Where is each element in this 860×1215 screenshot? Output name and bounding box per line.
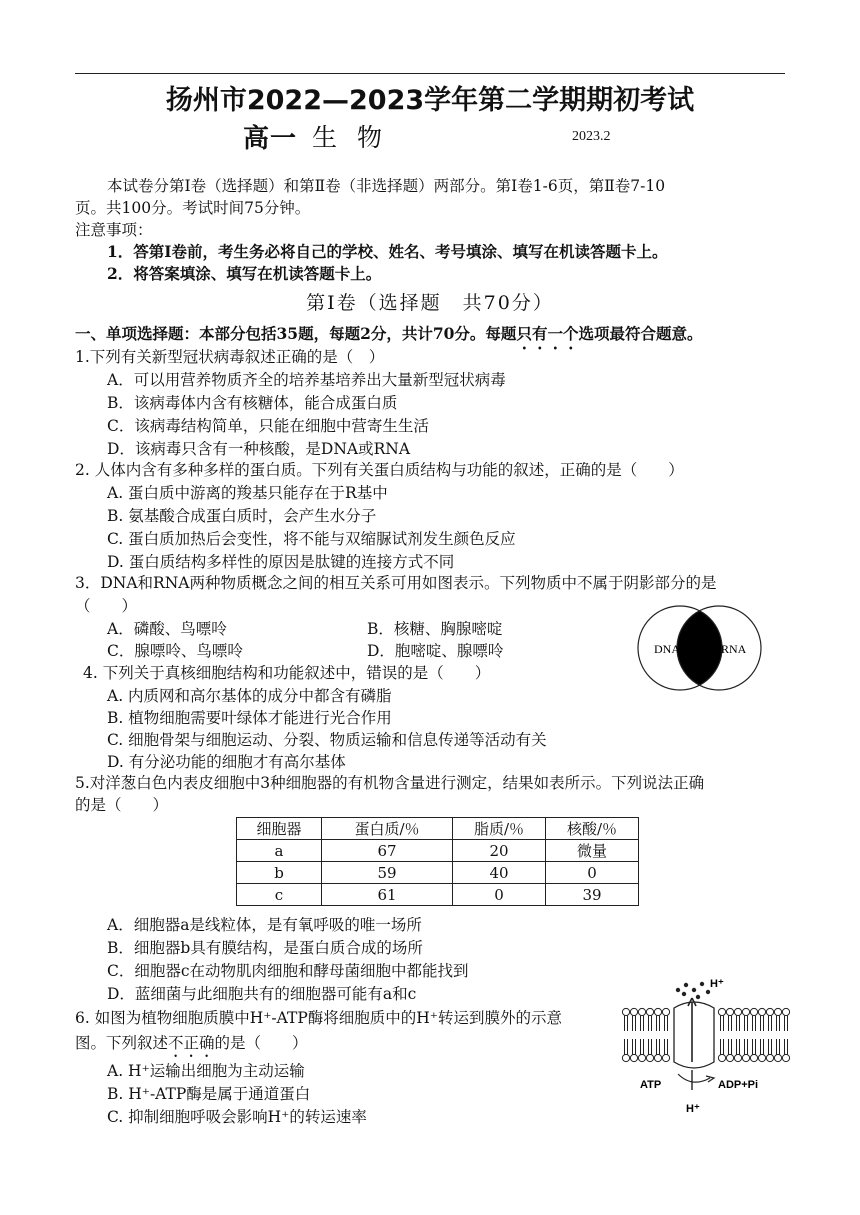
intro-line-1: 本试卷分第Ⅰ卷（选择题）和第Ⅱ卷（非选择题）两部分。第Ⅰ卷1-6页，第Ⅱ卷7-10 [107, 177, 666, 195]
organelle-table [236, 817, 639, 906]
lipid-tail [657, 1039, 660, 1054]
lipid-tail [633, 1016, 636, 1031]
q3-option-a: A．磷酸、鸟嘌呤 [107, 620, 227, 638]
lipid-tail [737, 1016, 740, 1031]
intro-line-2: 页。共100分。考试时间75分钟。 [75, 199, 311, 217]
table-row [237, 884, 639, 906]
subject-label: 生 物 [312, 123, 388, 152]
q5-stem-paren: 的是（ ） [75, 796, 169, 814]
q1-option-c: C．该病毒结构简单，只能在细胞中营寄生生活 [107, 417, 429, 435]
exam-date: 2023.2 [572, 129, 611, 144]
lipid-head [742, 1054, 749, 1061]
notice-1: 1．答第Ⅰ卷前，考生务必将自己的学校、姓名、考号填涂、填写在机读答题卡上。 [107, 242, 668, 261]
q2-option-d: D. 蛋白质结构多样性的原因是肽键的连接方式不同 [107, 553, 455, 571]
lipid-head [718, 1054, 725, 1061]
lipid-head [758, 1008, 765, 1015]
table-header: 蛋白质/％ [322, 818, 453, 840]
table-cell: 39 [546, 884, 639, 906]
q2-option-a: A. 蛋白质中游离的羧基只能存在于R基中 [107, 484, 388, 502]
lipid-head [742, 1008, 749, 1015]
h-plus-bottom-label: H⁺ [686, 1103, 700, 1115]
lipid-tail [737, 1039, 740, 1054]
venn-rna-label: RNA [721, 642, 747, 656]
lipid-tail [785, 1016, 788, 1031]
q5-option-c: C．细胞器c在动物肌肉细胞和酵母菌细胞中都能找到 [107, 962, 469, 980]
grade-label: 高一 [243, 124, 298, 154]
table-cell: 0 [453, 884, 546, 906]
lipid-tail [745, 1039, 748, 1054]
table-row [237, 840, 639, 862]
lipid-tail [665, 1016, 668, 1031]
lipid-head [734, 1008, 741, 1015]
q4-stem: 4. 下列关于真核细胞结构和功能叙述中，错误的是（ ） [83, 664, 491, 682]
table-cell: 61 [322, 884, 453, 906]
table-cell: 59 [322, 862, 453, 884]
lipid-head [750, 1008, 757, 1015]
lipid-head [758, 1054, 765, 1061]
q2-option-c: C. 蛋白质加热后会变性，将不能与双缩脲试剂发生颜色反应 [107, 530, 516, 548]
q1-option-d: D．该病毒只含有一种核酸，是DNA或RNA [107, 440, 411, 458]
q6-option-a: A. H⁺运输出细胞为主动运输 [107, 1062, 305, 1080]
q4-option-a: A. 内质网和高尔基体的成分中都含有磷脂 [107, 687, 392, 705]
lipid-head [622, 1054, 629, 1061]
table-cell: 微量 [546, 840, 639, 862]
q1-stem: 1.下列有关新型冠状病毒叙述正确的是（ ） [75, 348, 385, 366]
q5-option-d: D．蓝细菌与此细胞共有的细胞器可能有a和c [107, 985, 417, 1003]
lipid-tail [625, 1016, 628, 1031]
lipid-head [638, 1054, 645, 1061]
table-cell: 40 [453, 862, 546, 884]
q2-option-b: B. 氨基酸合成蛋白质时，会产生水分子 [107, 507, 377, 525]
lipid-head [774, 1054, 781, 1061]
lipid-tail [777, 1016, 780, 1031]
q6-stem-2: 图。下列叙述不正确的是（ ） [75, 1034, 308, 1052]
lipid-head [654, 1008, 661, 1015]
lipid-tail [753, 1016, 756, 1031]
lipid-tail [777, 1039, 780, 1054]
lipid-tail [745, 1016, 748, 1031]
lipid-tail [721, 1016, 724, 1031]
lipid-head [726, 1008, 733, 1015]
lipid-head [750, 1054, 757, 1061]
lipid-head [766, 1008, 773, 1015]
table-header: 核酸/％ [546, 818, 639, 840]
lipid-tail [761, 1039, 764, 1054]
lipid-tail [641, 1039, 644, 1054]
lipid-tail [649, 1039, 652, 1054]
lipid-tail [769, 1039, 772, 1054]
venn-dna-label: DNA [654, 642, 680, 656]
q5-option-a: A．细胞器a是线粒体，是有氧呼吸的唯一场所 [107, 916, 422, 934]
lipid-tail [785, 1039, 788, 1054]
lipid-head [646, 1054, 653, 1061]
lipid-tail [649, 1016, 652, 1031]
q4-option-c: C. 细胞骨架与细胞运动、分裂、物质运输和信息传递等活动有关 [107, 731, 547, 749]
part1-heading: 一、单项选择题：本部分包括35题，每题2分，共计70分。每题只有一个选项最符合题意。 [75, 324, 703, 343]
lipid-head [662, 1054, 669, 1061]
table-header: 脂质/％ [453, 818, 546, 840]
lipid-head [734, 1054, 741, 1061]
lipid-tail [665, 1039, 668, 1054]
exam-title: 扬州市2022—2023学年第二学期期初考试 [165, 85, 695, 116]
lipid-head [622, 1008, 629, 1015]
lipid-head [638, 1008, 645, 1015]
h-plus-top-label: H⁺ [710, 978, 724, 990]
lipid-tail [729, 1016, 732, 1031]
lipid-tail [729, 1039, 732, 1054]
lipid-head [766, 1054, 773, 1061]
table-cell: c [237, 884, 322, 906]
table-header: 细胞器 [237, 818, 322, 840]
table-row [237, 862, 639, 884]
lipid-head [630, 1054, 637, 1061]
lipid-head [774, 1008, 781, 1015]
lipid-tail [769, 1016, 772, 1031]
q4-option-d: D. 有分泌功能的细胞才有高尔基体 [107, 753, 346, 771]
venn-diagram [625, 603, 775, 693]
lipid-head [782, 1054, 789, 1061]
lipid-tail [761, 1016, 764, 1031]
q3-stem: 3．DNA和RNA两种物质概念之间的相互关系可用如图表示。下列物质中不属于阴影部分的是 [75, 574, 717, 592]
atpase-protein [674, 1002, 714, 1068]
lipid-tail [633, 1039, 636, 1054]
q5-option-b: B．细胞器b具有膜结构，是蛋白质合成的场所 [107, 939, 423, 957]
lipid-tail [753, 1039, 756, 1054]
notice-2: 2．将答案填涂、填写在机读答题卡上。 [107, 264, 382, 283]
lipid-head [782, 1008, 789, 1015]
q4-option-b: B. 植物细胞需要叶绿体才能进行光合作用 [107, 709, 392, 727]
lipid-tail [641, 1016, 644, 1031]
notice-title: 注意事项： [75, 221, 153, 239]
proton-dots [676, 982, 710, 999]
top-rule [75, 73, 785, 74]
lipid-tail [625, 1039, 628, 1054]
q3-option-b: B．核糖、胸腺嘧啶 [367, 620, 503, 638]
table-cell: 0 [546, 862, 639, 884]
table-cell: 20 [453, 840, 546, 862]
table-cell: 67 [322, 840, 453, 862]
q1-option-b: B．该病毒体内含有核糖体，能合成蛋白质 [107, 394, 398, 412]
q3-option-c: C．腺嘌呤、鸟嘌呤 [107, 642, 243, 660]
section-title: 第Ⅰ卷（选择题 共70分） [306, 292, 554, 314]
emphasis-incorrect: 不正确 [168, 1034, 215, 1052]
table-cell: a [237, 840, 322, 862]
lipid-head [662, 1008, 669, 1015]
q6-stem: 6. 如图为植物细胞质膜中H⁺-ATP酶将细胞质中的H⁺转运到膜外的示意 [75, 1009, 562, 1027]
q2-stem: 2. 人体内含有多种多样的蛋白质。下列有关蛋白质结构与功能的叙述，正确的是（ ） [75, 461, 684, 479]
membrane-pump-diagram [618, 970, 798, 1120]
lipid-head [654, 1054, 661, 1061]
atp-label: ATP [640, 1079, 662, 1091]
q6-option-c: C. 抑制细胞呼吸会影响H⁺的转运速率 [107, 1108, 367, 1126]
lipid-tail [721, 1039, 724, 1054]
emphasis-only-one: 只有一个 [516, 324, 579, 343]
table-cell: b [237, 862, 322, 884]
q5-stem: 5.对洋葱白色内表皮细胞中3种细胞器的有机物含量进行测定，结果如表所示。下列说法正确 [75, 774, 705, 792]
lipid-head [726, 1054, 733, 1061]
table-header-row [237, 818, 639, 840]
q3-stem-paren: （ ） [75, 597, 138, 615]
lipid-head [646, 1008, 653, 1015]
lipid-head [630, 1008, 637, 1015]
q3-option-d: D．胞嘧啶、腺嘌呤 [367, 642, 504, 660]
lipid-head [718, 1008, 725, 1015]
adp-pi-label: ADP+Pi [718, 1079, 759, 1091]
q1-option-a: A．可以用营养物质齐全的培养基培养出大量新型冠状病毒 [107, 371, 506, 389]
q6-option-b: B. H⁺-ATP酶是属于通道蛋白 [107, 1085, 311, 1103]
lipid-tail [657, 1016, 660, 1031]
